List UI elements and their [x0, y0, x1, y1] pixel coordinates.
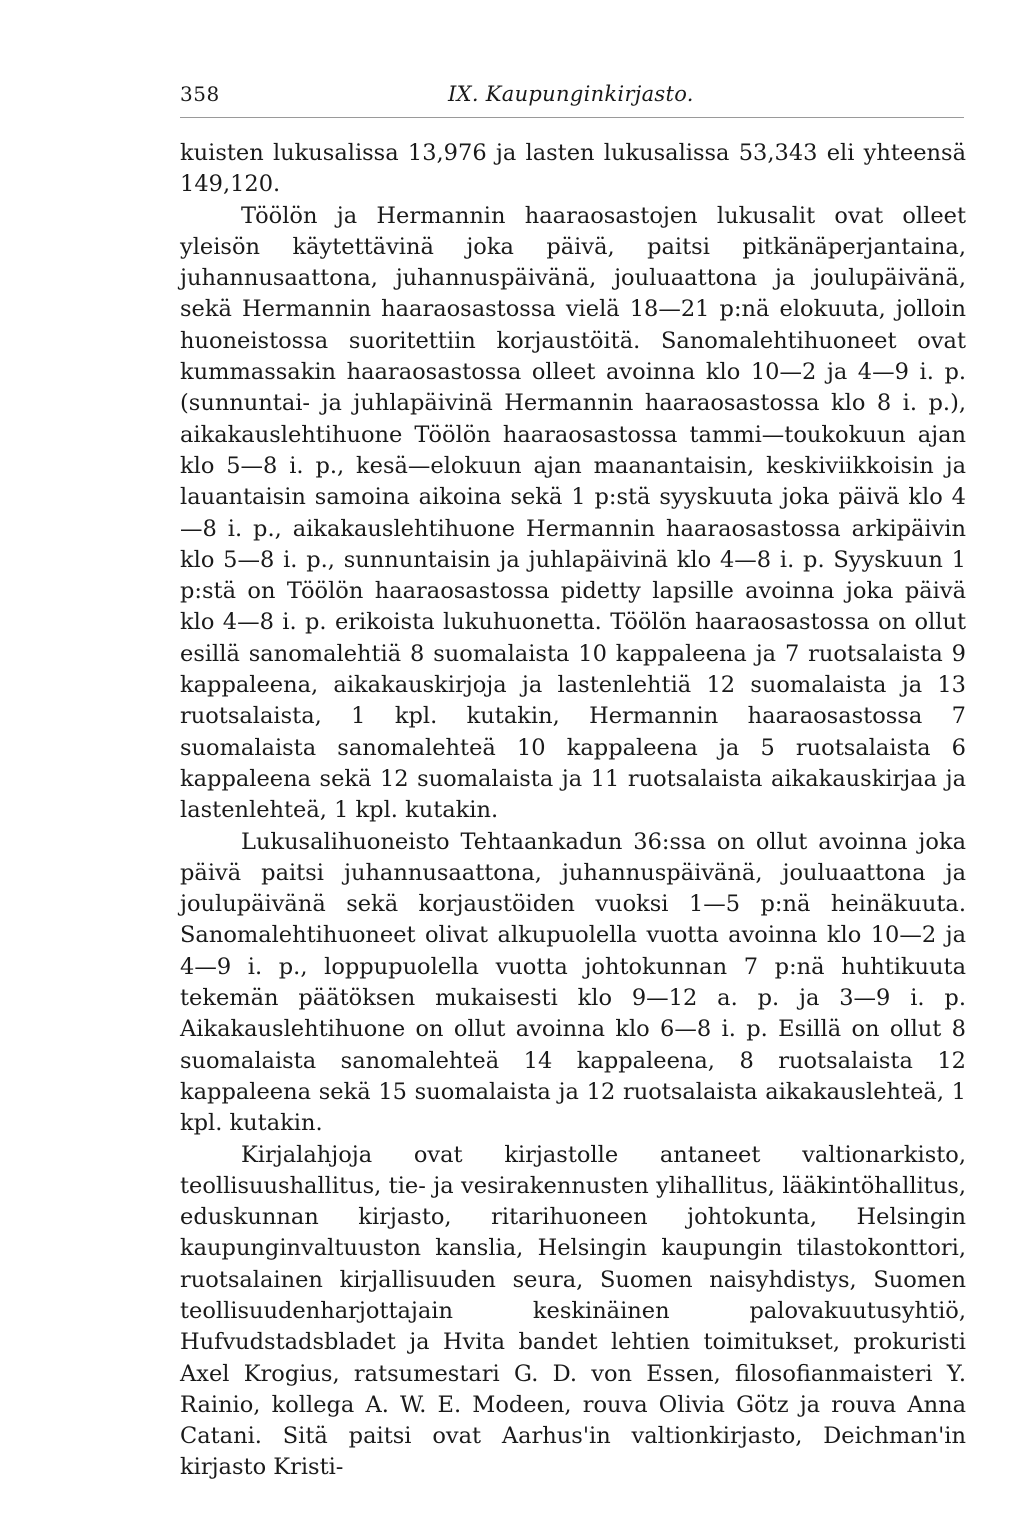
body-text [180, 138, 966, 1484]
running-head [180, 82, 966, 116]
section-title: IX. Kaupunginkirjasto. [448, 82, 694, 106]
paragraph-branch-reading-rooms: Töölön ja Hermannin haaraosastojen lukusalit ovat olleet yleisön käytettävinä joka päivä, paitsi pitkänäperjantaina, juhannusaattona, juhannuspäivänä, jouluaattona ja joulupäivänä, sekä Hermannin haaraosastossa vielä 18—21 p:nä elokuuta, jolloin huoneistossa suoritettiin korjaustöitä. Sanomalehtihuoneet ovat kummassakin haaraosastossa olleet avoinna klo 10—2 ja 4—9 i. p. (sunnuntai- ja juhlapäivinä Hermannin haaraosastossa klo 8 i. p.), aikakauslehtihuone Töölön haaraosastossa tammi—toukokuun ajan klo 5—8 i. p., kesä—elokuun ajan maanantaisin, keskiviikkoisin ja lauantaisin samoina aikoina sekä 1 p:stä syyskuuta joka päivä klo 4—8 i. p., aikakauslehtihuone Hermannin haaraosastossa arkipäivin klo 5—8 i. p., sunnuntaisin ja juhlapäivinä klo 4—8 i. p. Syyskuun 1 p:stä on Töölön haaraosastossa pidetty lapsille avoinna joka päivä klo 4—8 i. p. erikoista lukuhuonetta. Töölön haaraosastossa on ollut esillä sanomalehtiä 8 suomalaista 10 kappaleena ja 7 ruotsalaista 9 kappaleena, aikakauskirjoja ja lastenlehtiä 12 suomalaista ja 13 ruotsalaista, 1 kpl. kutakin, Hermannin haaraosastossa 7 suomalaista sanomalehteä 10 kappaleena ja 5 ruotsalaista 6 kappaleena sekä 12 suomalaista ja 11 ruotsalaista aikakauskirjaa ja lastenlehteä, 1 kpl. kutakin. [180, 202, 966, 824]
header-rule [180, 117, 964, 118]
paragraph-book-donations: Kirjalahjoja ovat kirjastolle antaneet valtionarkisto, teollisuushallitus, tie- ja vesirakennusten ylihallitus, lääkintöhallitus, eduskunnan kirjasto, ritarihuoneen johtokunta, Helsingin kaupunginvaltuuston kanslia, Helsingin kaupungin tilastokonttori, ruotsalainen kirjallisuuden seura, Suomen naisyhdistys, Suomen teollisuudenharjottajain keskinäinen palovakuutusyhtiö, Hufvudstadsbladet ja Hvita bandet lehtien toimitukset, prokuristi Axel Krogius, ratsumestari G. D. von Essen, filosofianmaisteri Y. Rainio, kollega A. W. E. Modeen, rouva Olivia Götz ja rouva Anna Catani. Sitä paitsi ovat Aarhus'in valtionkirjasto, Deichman'in kirjasto Kristi- [180, 1141, 966, 1481]
page-number: 358 [180, 82, 220, 106]
paragraph-continuation: kuisten lukusalissa 13,976 ja lasten lukusalissa 53,343 eli yhteensä 149,120. [180, 140, 966, 198]
paragraph-tehtaankatu-reading-room: Lukusalihuoneisto Tehtaankadun 36:ssa on ollut avoinna joka päivä paitsi juhannusaattona, juhannuspäivänä, jouluaattona ja joulupäivänä sekä korjaustöiden vuoksi 1—5 p:nä heinäkuuta. Sanomalehtihuoneet olivat alkupuolella vuotta avoinna klo 10—2 ja 4—9 i. p., loppupuolella vuotta johtokunnan 7 p:nä huhtikuuta tekemän päätöksen mukaisesti klo 9—12 a. p. ja 3—9 i. p. Aikakauslehtihuone on ollut avoinna klo 6—8 i. p. Esillä on ollut 8 suomalaista sanomalehteä 14 kappaleena, 8 ruotsalaista 12 kappaleena sekä 15 suomalaista ja 12 ruotsalaista aikakauslehteä, 1 kpl. kutakin. [180, 828, 966, 1137]
